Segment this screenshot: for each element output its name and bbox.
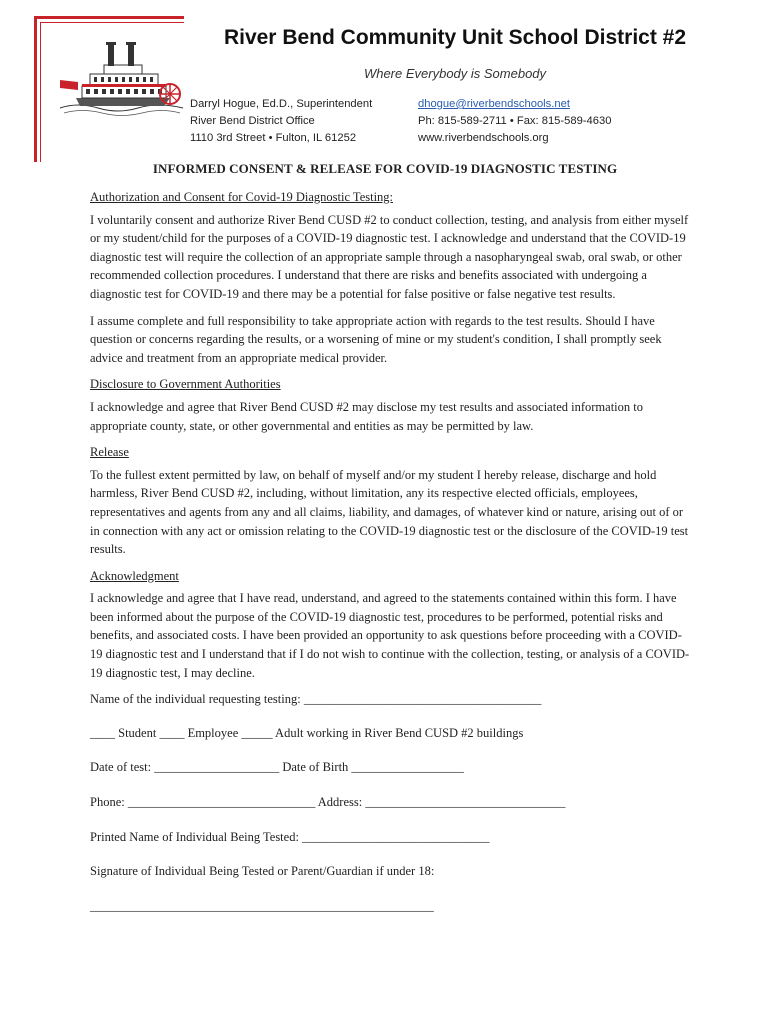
frame-border-top [34,16,184,19]
district-tagline: Where Everybody is Somebody [363,66,547,81]
section-heading-disclosure: Disclosure to Government Authorities [90,377,281,392]
frame-border-inner-top [40,22,184,23]
document-body [90,188,690,915]
district-office: River Bend District Office [190,115,315,127]
paragraph-disclosure: I acknowledge and agree that River Bend CUSD #2 may disclose my test results and associated information to appropriate county, state, or other governmental and entities as may be permitted by law. [90,399,643,433]
frame-border-left [34,16,37,162]
district-title: River Bend Community Unit School District #2 [223,26,687,49]
website-link[interactable]: www.riverbendschools.org [418,132,549,144]
section-heading-release: Release [90,445,129,460]
email-link[interactable]: dhogue@riverbendschools.net [418,98,570,110]
document-title: INFORMED CONSENT & RELEASE FOR COVID-19 DIAGNOSTIC TESTING [152,161,618,176]
name-requesting-field[interactable]: Name of the individual requesting testing: ______________________________________ [90,692,542,707]
paragraph-release: To the fullest extent permitted by law, on behalf of myself and/or my student I hereby release, discharge and hold harmless, River Bend CUSD #2, including, without limitation, any its respective elected officials, employees, representatives and agents from any and all claims, liability, and damages, of whatever kind or nature, arising out of or in connection with any act or omission relating to the COVID-19 diagnostic test or the disclosure of the COVID-19 test results. [90,467,689,557]
riverboat-logo [58,38,188,118]
signature-label: Signature of Individual Being Tested or Parent/Guardian if under 18: [90,864,435,879]
frame-border-inner-left [40,22,41,162]
signature-line[interactable]: _______________________________________________________ [90,898,434,913]
date-fields[interactable]: Date of test: ____________________ Date of Birth __________________ [90,760,464,775]
role-selection-field[interactable]: ____ Student ____ Employee _____ Adult working in River Bend CUSD #2 buildings [90,725,524,740]
contact-right [418,96,611,147]
phone-fax: Ph: 815-589-2711 • Fax: 815-589-4630 [418,115,612,127]
contact-left [190,96,372,147]
paragraph-responsibility: I assume complete and full responsibility to take appropriate action with regards to the test results. Should I have question or concerns regarding the results, or a worsening of mine or my student's condition, I shall promptly seek advice and treatment from an appropriate medical provider. [90,313,662,365]
section-heading-authorization: Authorization and Consent for Covid-19 Diagnostic Testing: [90,190,394,204]
district-address: 1110 3rd Street • Fulton, IL 61252 [190,132,357,144]
section-heading-acknowledgment: Acknowledgment [90,568,179,583]
phone-address-fields[interactable]: Phone: ______________________________ Address: ________________________________ [90,795,566,810]
paragraph-consent: I voluntarily consent and authorize River Bend CUSD #2 to conduct collection, testing, and analysis from either myself or my student/child for the purposes of a COVID-19 diagnostic test. I acknowledge and understand that the COVID-19 diagnostic test will require the collection of an appropriate sample through a nasopharyngeal swab, oral swab, or other recommended collection procedures. I understand that there are risks and benefits associated with undergoing a diagnostic test for COVID-19 and there may be a potential for false positive or false negative test results. [90,212,689,301]
paragraph-acknowledgment: I acknowledge and agree that I have read, understand, and agreed to the statements contained within this form. I have been informed about the purpose of the COVID-19 diagnostic test, procedures to be performed, potential risks and benefits, and associated costs. I have been provided an opportunity to ask questions before proceeding with a COVID-19 diagnostic test and I understand that if I do not wish to continue with the collection, testing, or analysis of a COVID-19 diagnostic test, I may decline. [90,591,690,680]
printed-name-field[interactable]: Printed Name of Individual Being Tested: ______________________________ [90,829,490,844]
superintendent-name: Darryl Hogue, Ed.D., Superintendent [190,98,373,110]
